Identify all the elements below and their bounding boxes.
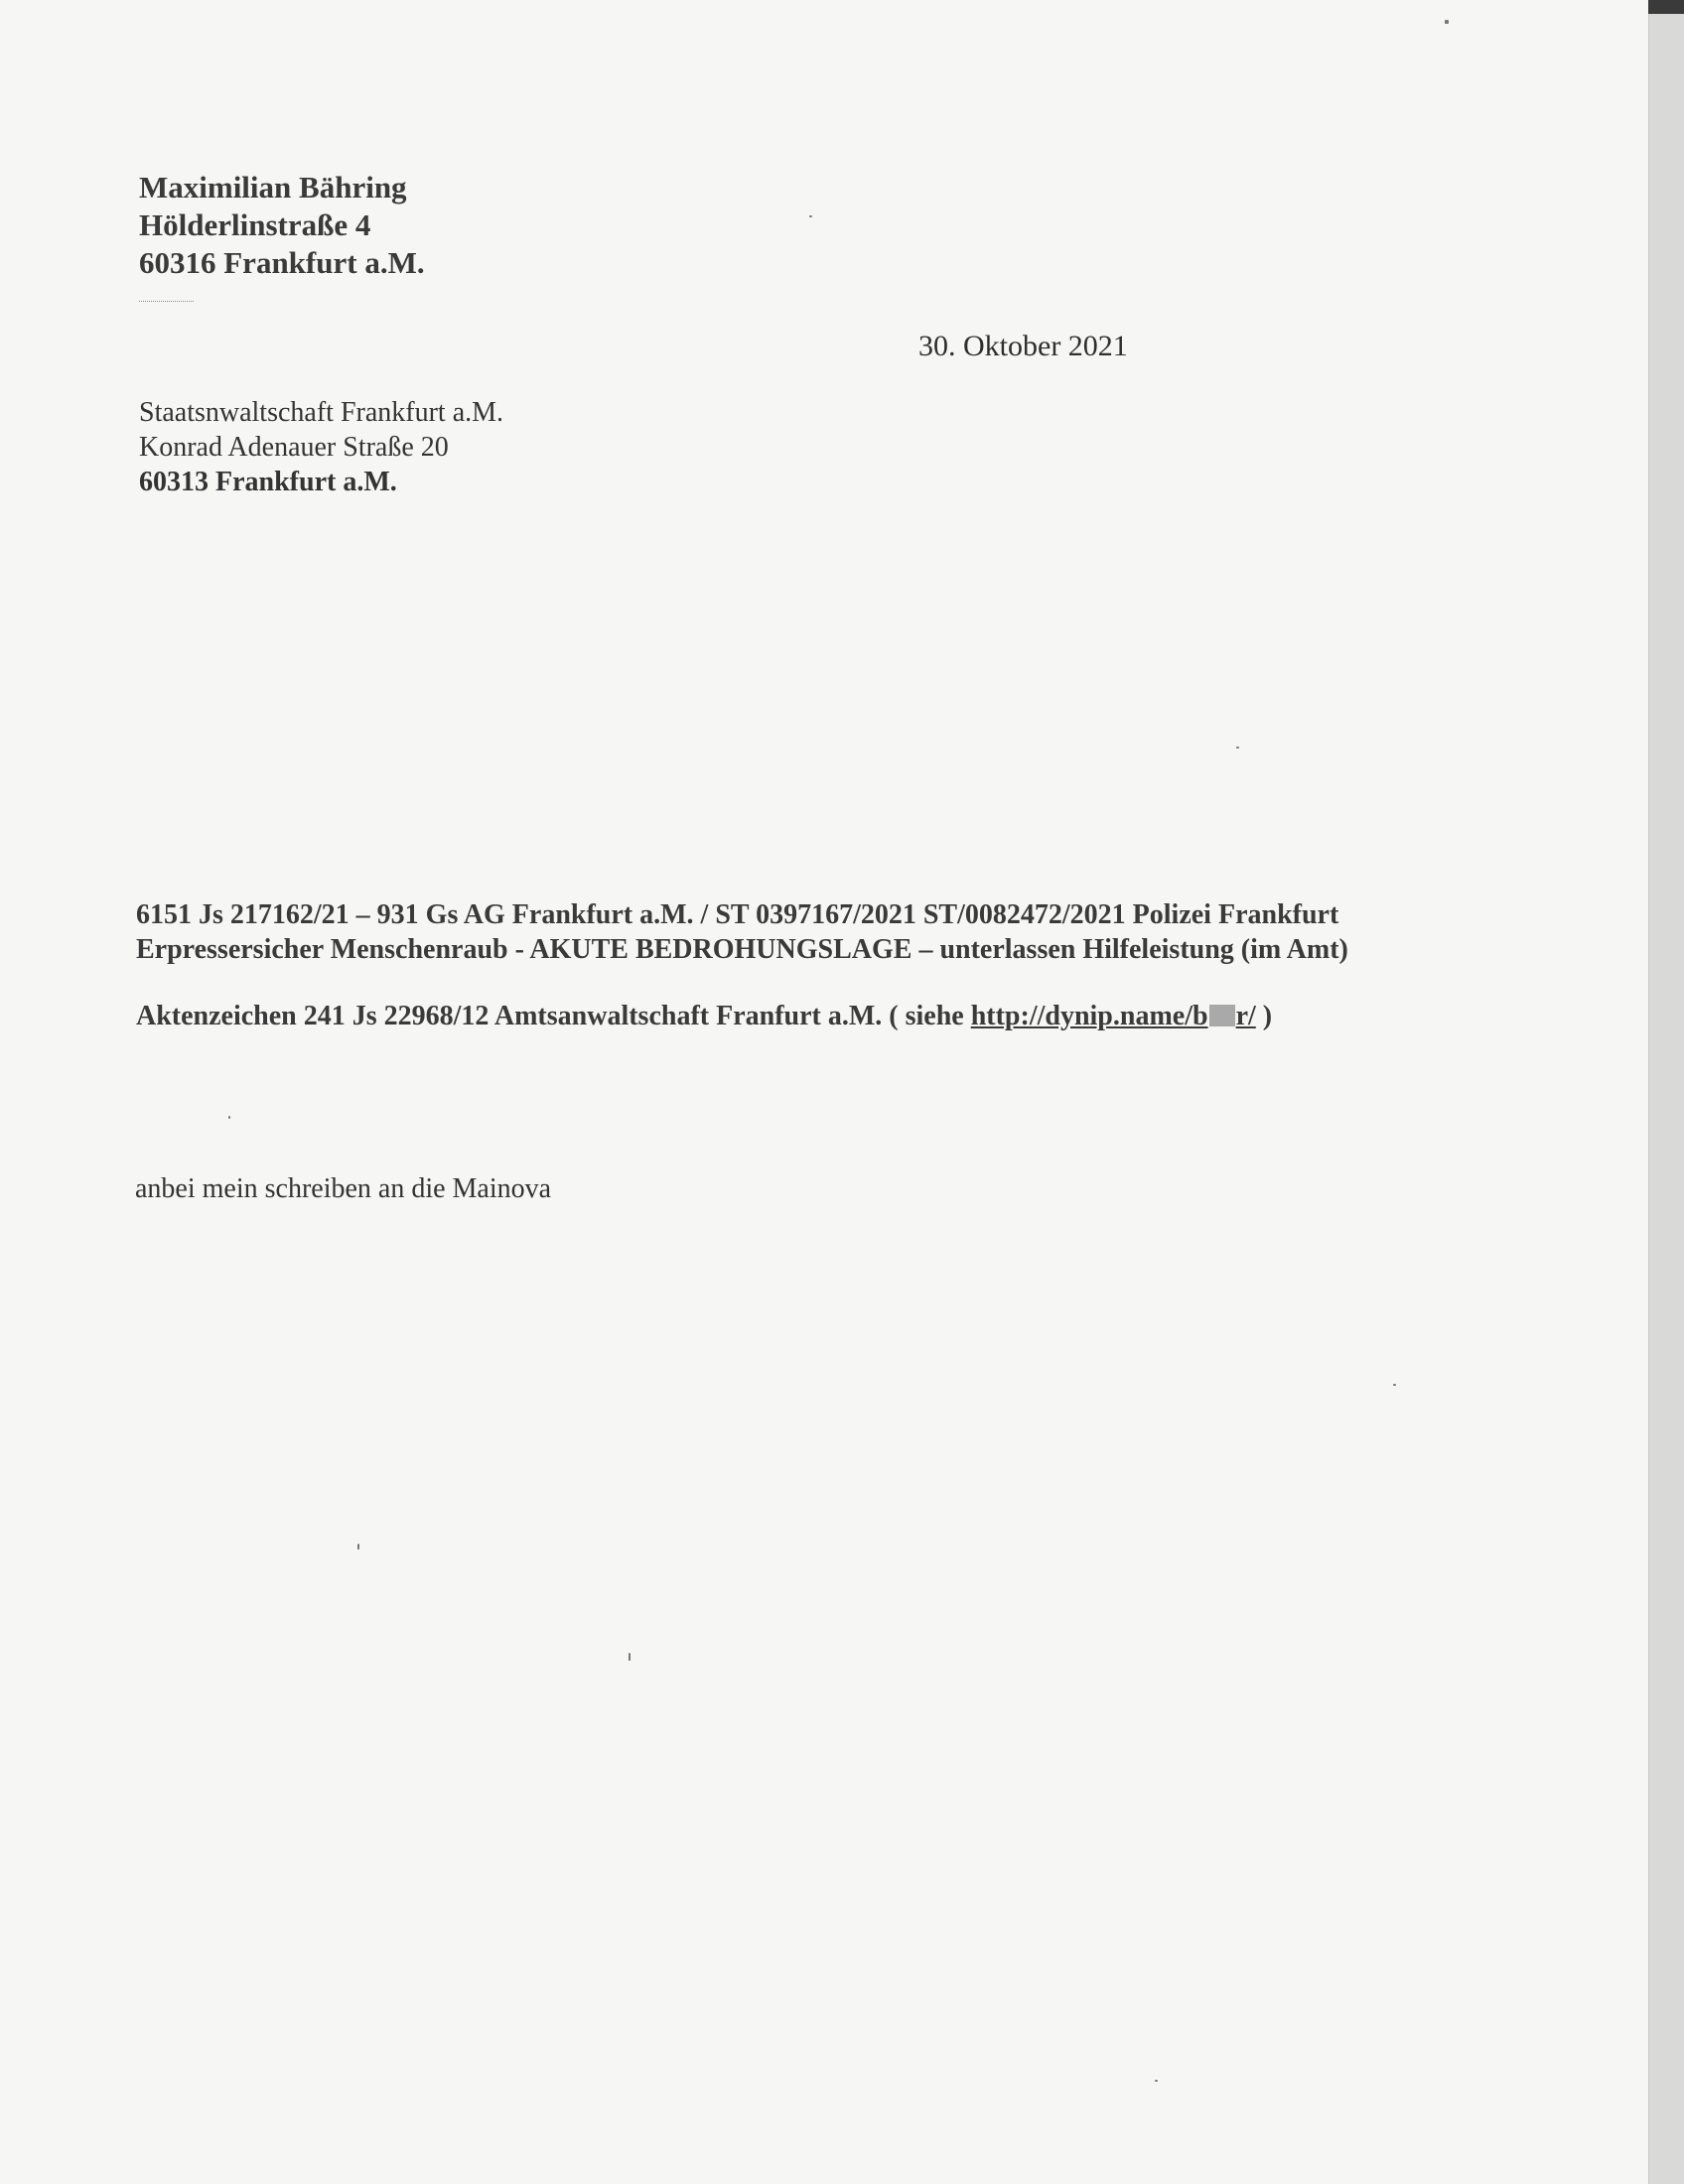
reference-suffix: ): [1255, 1001, 1273, 1031]
reference-link[interactable]: [971, 1001, 1256, 1031]
scan-speck: [809, 215, 812, 217]
recipient-org: Staatsnwaltschaft Frankfurt a.M.: [139, 397, 504, 428]
reference-link-start: http://dynip.name/b: [970, 1001, 1208, 1031]
subject-line-2: Erpressersicher Menschenraub - AKUTE BEDROHUNGSLAGE – unterlassen Hilfeleistung (im Amt): [136, 934, 1348, 965]
scan-speck: [1393, 1384, 1396, 1386]
scan-speck: [1236, 747, 1239, 749]
scan-corner-mark: [1648, 0, 1684, 14]
redaction-box: [1209, 1005, 1235, 1026]
sender-city: 60316 Frankfurt a.M.: [139, 245, 425, 280]
sender-street: Hölderlinstraße 4: [139, 207, 371, 242]
scan-speck: [228, 1116, 230, 1119]
reference-link-end: r/: [1235, 1001, 1256, 1031]
subject-line-1: 6151 Js 217162/21 – 931 Gs AG Frankfurt a.M. / ST 0397167/2021 ST/0082472/2021 Polizei Frankfurt: [136, 899, 1339, 930]
scan-speck: [1155, 2080, 1158, 2082]
sender-divider: [139, 301, 194, 302]
recipient-address: [139, 395, 503, 499]
recipient-city: 60313 Frankfurt a.M.: [139, 467, 397, 497]
sender-name: Maximilian Bähring: [139, 170, 407, 205]
scan-speck: [1445, 20, 1449, 24]
letter-date: 30. Oktober 2021: [918, 330, 1128, 362]
scan-speck: [629, 1653, 631, 1661]
recipient-street: Konrad Adenauer Straße 20: [139, 432, 449, 463]
reference-prefix: Aktenzeichen 241 Js 22968/12 Amtsanwaltschaft Franfurt a.M. ( siehe: [136, 1001, 971, 1031]
sender-address: [139, 169, 425, 282]
scan-speck: [357, 1544, 359, 1550]
subject-block: [136, 897, 1348, 967]
body-text: anbei mein schreiben an die Mainova: [135, 1173, 552, 1204]
scan-right-edge: [1648, 10, 1684, 2184]
reference-line: [136, 999, 1272, 1033]
